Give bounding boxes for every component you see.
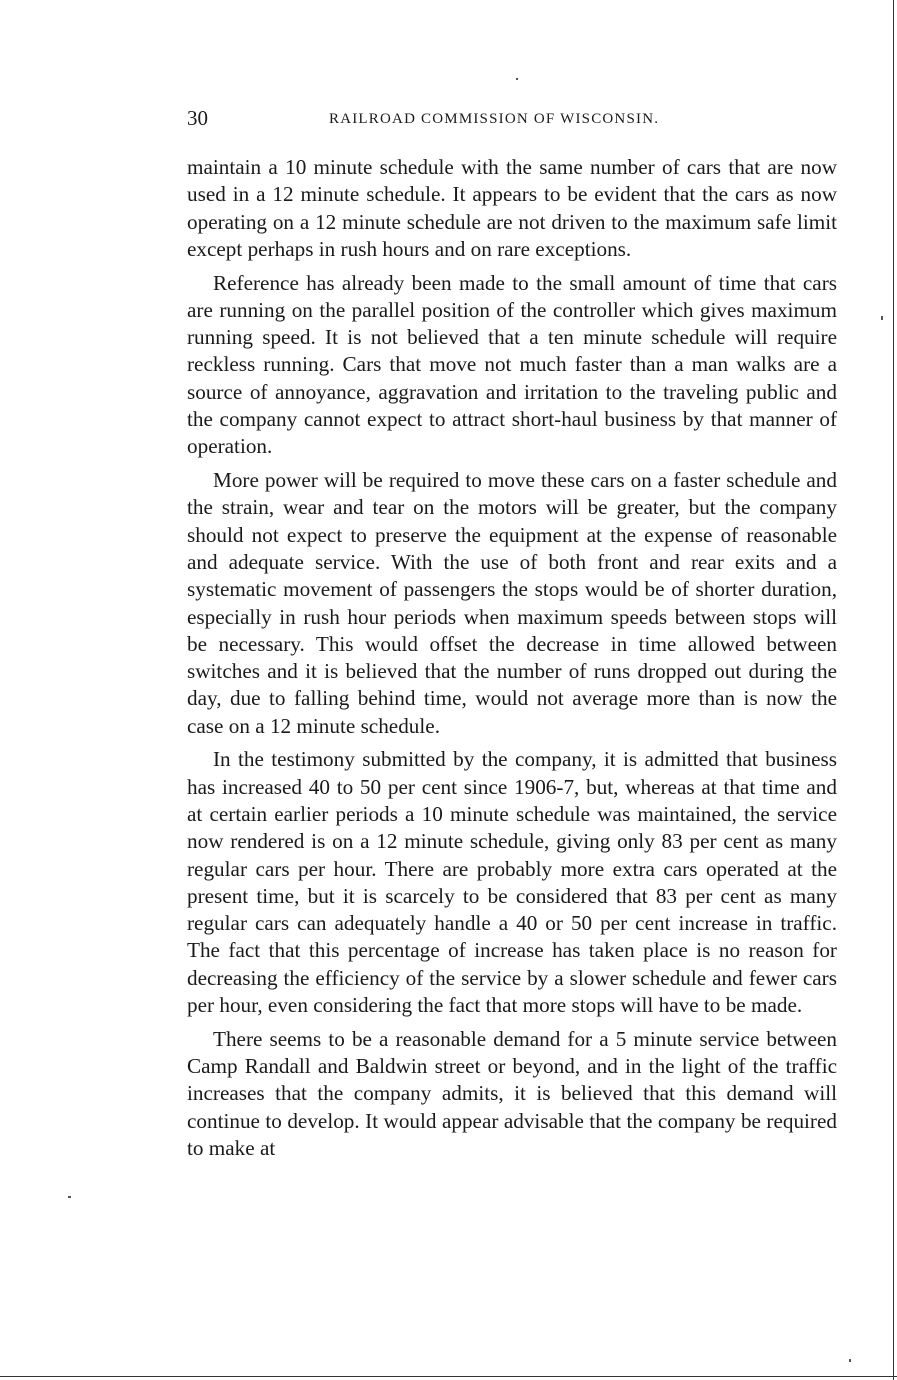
- page-header-title: RAILROAD COMMISSION OF WISCONSIN.: [329, 111, 660, 127]
- paragraph-3: More power will be required to move these cars on a faster schedule and the strain, wear and tear on the motors will be greater, but the company should not expect to preserve the equipment at the expense of reasonable and adequate service. With the use of both front and rear exits and a systematic movement of passengers the stops would be of shorter duration, especially in rush hour periods when maximum speeds between stops will be necessary. This would offset the decrease in time allowed between switches and it is believed that the number of runs dropped out during the day, due to falling behind time, would not average more than is now the case on a 12 minute schedule.: [187, 468, 837, 738]
- page-edge-right: [893, 0, 894, 1380]
- paragraph-5: There seems to be a reasonable demand for a 5 minute service between Camp Randall and Baldwin street or beyond, and in the light of the traffic increases that the company admits, it is believed that this demand will continue to develop. It would appear advisable that the company be required to make at: [187, 1026, 837, 1160]
- paragraph-1: maintain a 10 minute schedule with the same number of cars that are now used in a 12 minute schedule. It appears to be evident that the cars as now operating on a 12 minute schedule are not driven to the maximum safe limit except perhaps in rush hours and on rare exceptions.: [187, 155, 837, 261]
- paragraph-2: Reference has already been made to the small amount of time that cars are running on the parallel position of the controller which gives maximum running speed. It is not believed that a ten minute schedule will require reckless running. Cars that move not much faster than a man walks are a source of annoyance, aggravation and irritation to the traveling public and the company cannot expect to attract short-haul business by that manner of operation.: [187, 270, 837, 459]
- scan-speck: [849, 1359, 851, 1362]
- scan-speck: [68, 1196, 71, 1198]
- body-text: [187, 154, 837, 1169]
- running-head: [187, 104, 837, 132]
- page-number: 30: [187, 106, 208, 130]
- paragraph-4: In the testimony submitted by the company, it is admitted that business has increased 40 to 50 per cent since 1906-7, but, whereas at that time and at certain earlier periods a 10 minute schedule was maintained, the service now rendered is on a 12 minute schedule, giving only 83 per cent as many regular cars per hour. There are probably more extra cars operated at the present time, but it is scarcely to be considered that 83 per cent as many regular cars can adequately handle a 40 or 50 per cent increase in traffic. The fact that this percentage of increase has taken place is no reason for decreasing the efficiency of the service by a slower schedule and fewer cars per hour, even considering the fact that more stops will have to be made.: [187, 747, 837, 1018]
- page-edge-bottom: [0, 1376, 897, 1377]
- scan-speck: [881, 316, 883, 320]
- scan-speck: [516, 78, 518, 80]
